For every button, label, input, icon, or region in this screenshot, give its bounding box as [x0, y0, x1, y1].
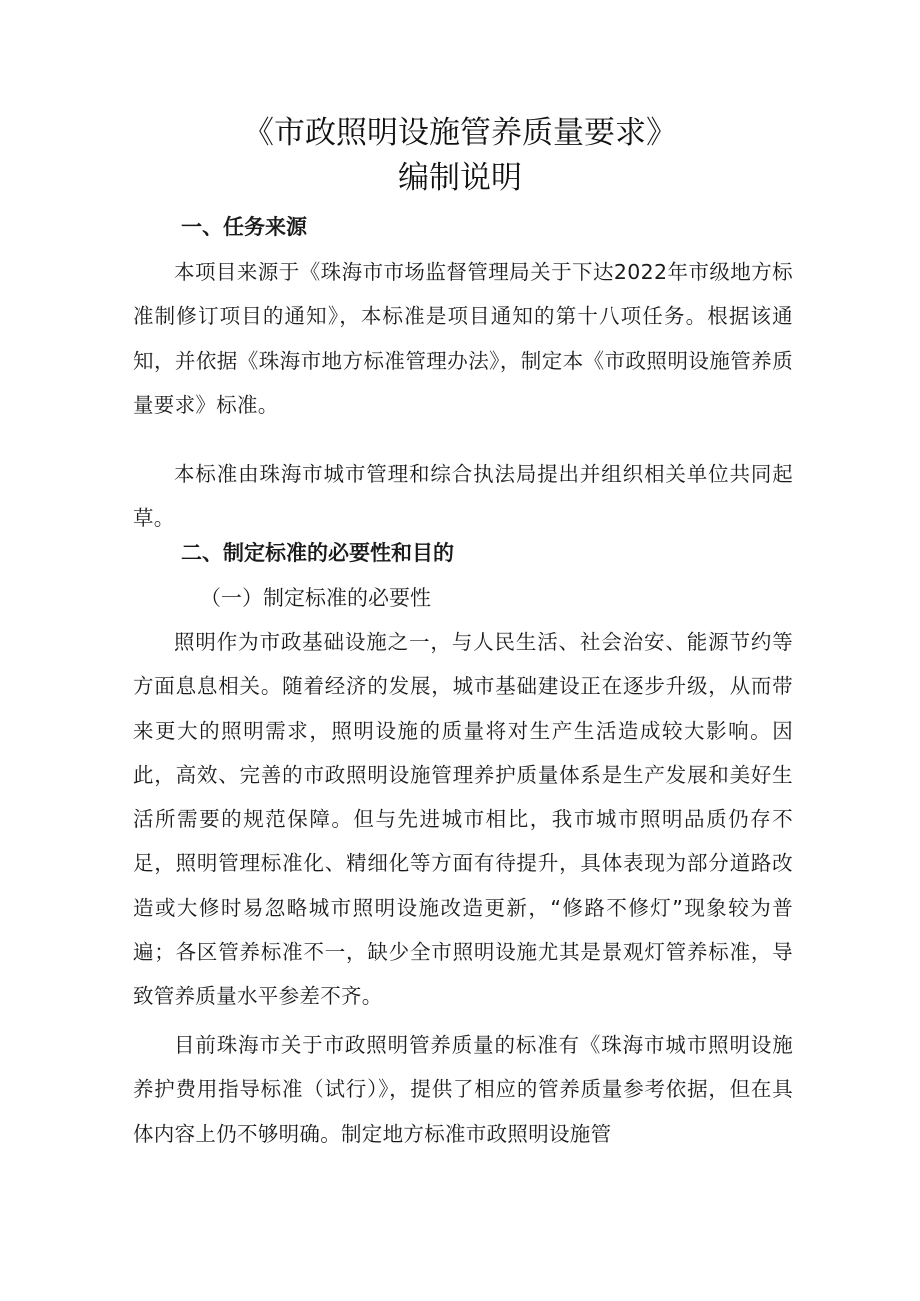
paragraph: 目前珠海市关于市政照明管养质量的标准有《珠海市城市照明设施养护费用指导标准（试行）》，提供了相应的管养质量参考依据，但在具体内容上仍不够明确。制定地方标准市政照明设施管	[133, 1033, 793, 1146]
paragraph: 照明作为市政基础设施之一，与人民生活、社会治安、能源节约等方面息息相关。随着经济的发展，城市基础建设正在逐步升级，从而带来更大的照明需求，照明设施的质量将对生产生活造成较大影响。因此，高效、完善的市政照明设施管理养护质量体系是生产发展和美好生活所需要的规范保障。但与先进城市相比，我市城市照明品质仍存不足，照明管理标准化、精细化等方面有待提升，具体表现为部分道路改造或大修时易忽略城市照明设施改造更新，“修路不修灯”现象较为普遍；各区管养标准不一，缺少全市照明设施尤其是景观灯管养标准，导致管养质量水平参差不齐。	[133, 630, 793, 1009]
document-subtitle: 编制说明	[398, 160, 522, 196]
paragraph: 本标准由珠海市城市管理和综合执法局提出并组织相关单位共同起草。	[133, 462, 793, 531]
subsection-heading: （一）制定标准的必要性	[200, 586, 431, 610]
paragraph: 本项目来源于《珠海市市场监督管理局关于下达2022年市级地方标准制修订项目的通知》，本标准是项目通知的第十八项任务。根据该通知，并依据《珠海市地方标准管理办法》，制定本《市政照明设施管养质量要求》标准。	[133, 260, 793, 417]
document-title: 《市政照明设施管养质量要求》	[243, 115, 677, 151]
section-heading-task-source: 一、任务来源	[181, 215, 307, 239]
section-heading-necessity: 二、制定标准的必要性和目的	[181, 541, 454, 565]
